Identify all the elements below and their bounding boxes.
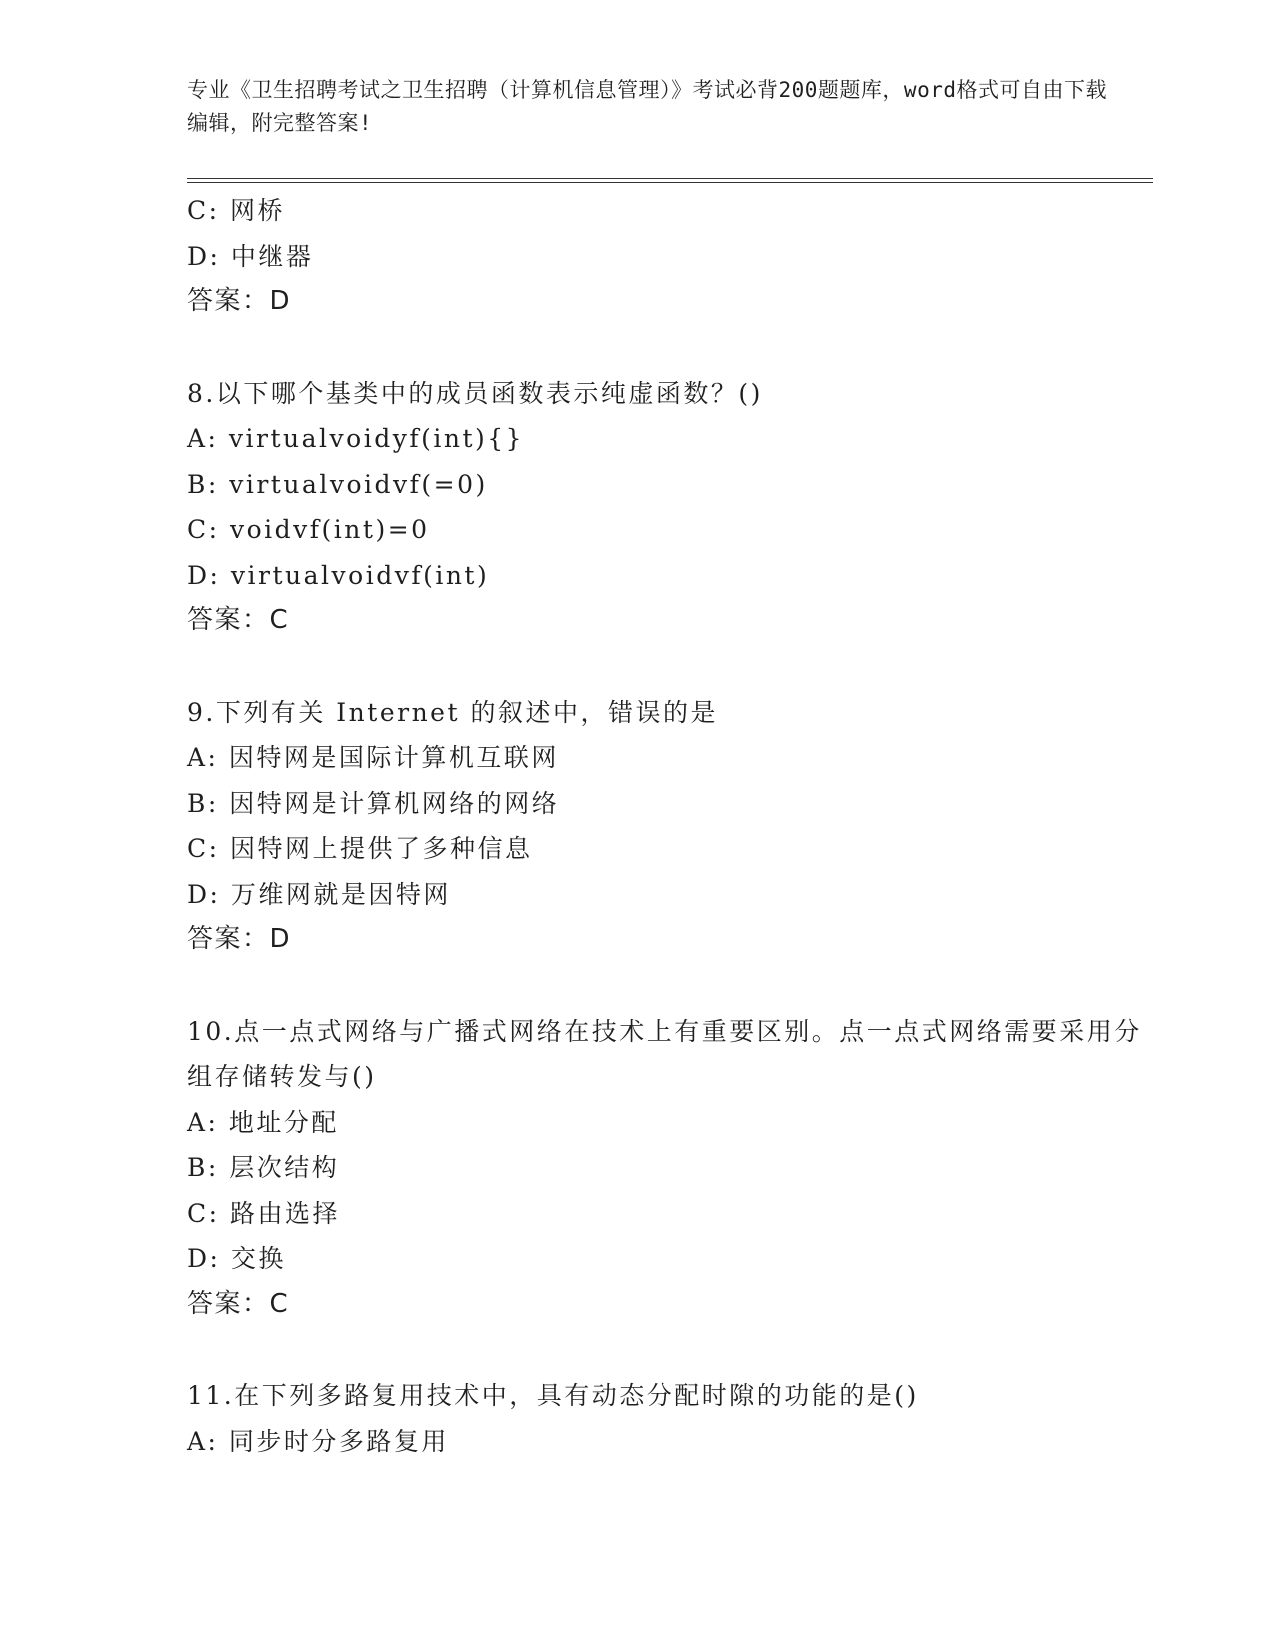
document-header: 专业《卫生招聘考试之卫生招聘（计算机信息管理）》考试必背200题题库，word格式可自由下载编辑，附完整答案! [187,78,1107,135]
spacer [187,644,1153,690]
answer: 答案：C [187,1288,290,1319]
answer: 答案：D [187,924,292,954]
answer: 答案：C [187,605,290,635]
option-a: A: 因特网是国际计算机互联网 [187,743,559,772]
question-stem: 10.点一点式网络与广播式网络在技术上有重要区别。点一点式网络需要采用分组存储转发与() [187,1016,1142,1091]
question-stem: 9.下列有关 Internet 的叙述中，错误的是 [187,697,718,727]
spacer [187,963,1153,1009]
option-a: A: virtualvoidyf(int){} [187,424,525,453]
spacer [187,1327,1153,1373]
option-d: D: virtualvoidvf(int) [187,560,490,590]
header-rule-bottom [187,182,1153,183]
question-stem: 8.以下哪个基类中的成员函数表示纯虚函数？() [187,378,763,408]
question-7-tail [187,188,1153,325]
option-c: C: 路由选择 [187,1198,340,1228]
question-10 [187,1009,1153,1328]
answer: 答案：D [187,286,292,316]
option-b: B: 层次结构 [187,1153,340,1182]
spacer [187,325,1153,371]
option-c: C: 因特网上提供了多种信息 [187,834,533,863]
option-d: D: 万维网就是因特网 [187,879,451,909]
option-a: A: 同步时分多路复用 [187,1426,449,1456]
header-rule-top [187,178,1153,179]
question-9 [187,690,1153,963]
document-body [187,188,1153,1464]
option-c: C: voidvf(int)=0 [187,515,430,544]
option-c: C: 网桥 [187,196,285,225]
question-stem: 11.在下列多路复用技术中，具有动态分配时隙的功能的是() [187,1381,919,1410]
question-8 [187,371,1153,644]
option-d: D: 中继器 [187,241,314,271]
option-d: D: 交换 [187,1244,286,1273]
option-a: A: 地址分配 [187,1107,339,1137]
option-b: B: virtualvoidvf(=0) [187,469,488,499]
question-11 [187,1373,1153,1464]
option-b: B: 因特网是计算机网络的网络 [187,788,560,818]
